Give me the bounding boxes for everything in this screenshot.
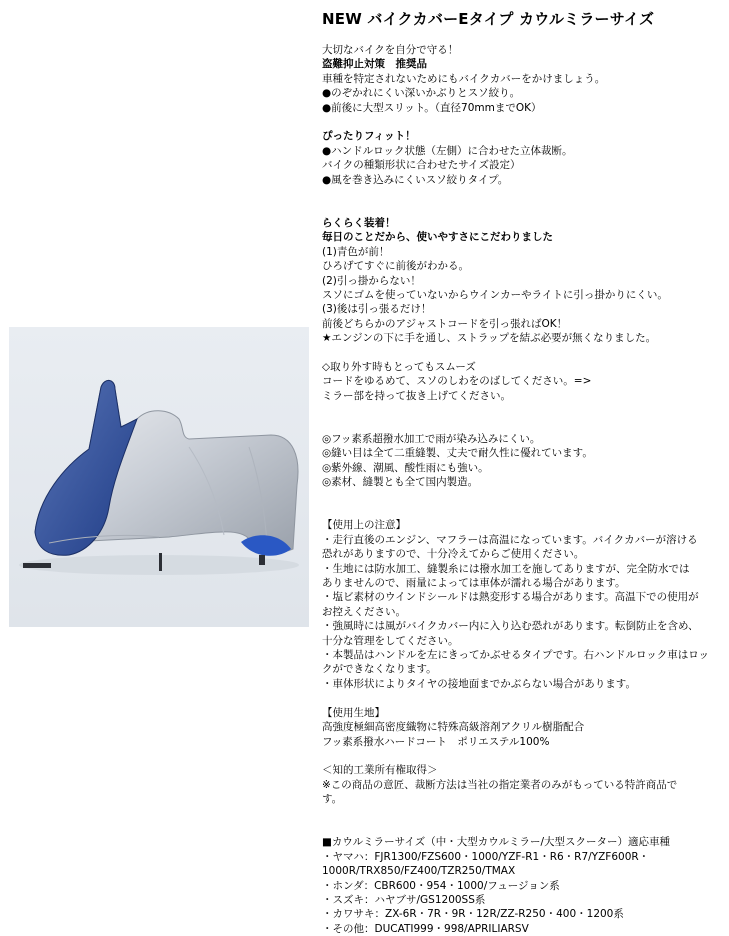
blank-line (322, 807, 722, 821)
product-photo (9, 327, 309, 627)
blank-line (322, 691, 722, 705)
text-line: (3)後は引っ張るだけ！ (322, 303, 432, 316)
text-line: ・本製品はハンドルを左にきってかぶせるタイプです。右ハンドルロック車はロッ (322, 649, 710, 662)
text-line: 盗難抑止対策 推奨品 (322, 58, 427, 71)
text-line: ◎縫い目は全て二重縫製、丈夫で耐久性に優れています。 (322, 447, 593, 460)
text-line: ・ホンダ：CBR600・954・1000/フュージョン系 (322, 879, 560, 892)
text-line: ・ヤマハ：FJR1300/FZS600・1000/YZF-R1・R6・R7/YZF600R・ (322, 850, 650, 863)
text-line: ぴったりフィット！ (322, 130, 416, 143)
text-line: ◎フッ素系超撥水加工で雨が染み込みにくい。 (322, 432, 541, 445)
blank-line (322, 346, 722, 360)
blank-line (322, 490, 722, 504)
text-line: ・強風時には風がバイクカバー内に入り込む恐れがあります。転倒防止を含め、 (322, 620, 699, 633)
text-line: (2)引っ掛からない！ (322, 274, 421, 287)
text-line: バイクの種類形状に合わせたサイズ設定） (322, 159, 521, 172)
text-line: ・その他：DUCATI999・998/APRILIARSV (322, 922, 529, 935)
blank-line (322, 418, 722, 432)
text-line: (1)青色が前！ (322, 245, 390, 258)
text-line: 恐れがありますので、十分冷えてからご使用ください。 (322, 548, 585, 561)
blank-line (322, 749, 722, 763)
text-line: ※この商品の意匠、裁断方法は当社の指定業者のみがもっている特許商品で (322, 778, 678, 791)
blank-line (322, 504, 722, 518)
text-line: 【使用生地】 (322, 706, 385, 719)
text-line: ＜知的工業所有権取得＞ (322, 764, 438, 777)
text-line: ◎素材、縫製とも全て国内製造。 (322, 476, 479, 489)
text-line: らくらく装着！ (322, 216, 396, 229)
text-line: ●のぞかれにくい深いかぶりとスソ絞り。 (322, 87, 521, 100)
text-line: ・走行直後のエンジン、マフラーは高温になっています。バイクカバーが溶ける (322, 533, 698, 546)
text-line: ●ハンドルロック状態（左側）に合わせた立体裁断。 (322, 144, 573, 157)
text-line: フッ素系撥水ハードコート ポリエステル100% (322, 735, 550, 748)
text-line: ★エンジンの下に手を通し、ストラップを結ぶ必要が無くなりました。 (322, 332, 657, 345)
text-line: ・生地には防水加工、縫製糸には撥水加工を施してありますが、完全防水では (322, 562, 690, 575)
text-line: ミラー部を持って抜き上げてください。 (322, 389, 511, 402)
text-line: ●風を巻き込みにくいスソ絞りタイプ。 (322, 173, 509, 186)
text-line: ・塩ビ素材のウインドシールドは熱変形する場合があります。高温下での使用が (322, 591, 699, 604)
text-line: 車種を特定されないためにもバイクカバーをかけましょう。 (322, 72, 606, 85)
text-line: ◇取り外す時もとってもスムーズ (322, 360, 476, 373)
text-line: コードをゆるめて、スソのしわをのばしてください。=> (322, 375, 592, 388)
blank-line (322, 187, 722, 201)
text-line: 大切なバイクを自分で守る！ (322, 44, 459, 56)
blank-line (322, 115, 722, 129)
blank-line (322, 201, 722, 215)
product-description (322, 43, 722, 936)
text-line: 1000R/TRX850/FZ400/TZR250/TMAX (322, 865, 516, 878)
text-line: ●前後に大型スリット。（直径70mmまでOK） (322, 101, 542, 114)
text-line: ◎紫外線、潮風、酸性雨にも強い。 (322, 461, 489, 474)
text-line: 毎日のことだから、使いやすさにこだわりました (322, 231, 553, 244)
text-line: クができなくなります。 (322, 663, 437, 676)
text-line: お控えください。 (322, 605, 406, 618)
text-line: 高強度極細高密度織物に特殊高級溶剤アクリル樹脂配合 (322, 721, 585, 734)
text-line: 十分な管理をしてください。 (322, 634, 459, 647)
text-line: 【使用上の注意】 (322, 519, 406, 532)
text-line: す。 (322, 793, 343, 806)
bike-cover-illustration (9, 327, 309, 627)
blank-line (322, 403, 722, 417)
text-line: ・カワサキ：ZX-6R・7R・9R・12R/ZZ-R250・400・1200系 (322, 908, 624, 921)
text-line: ・スズキ：ハヤブサ/GS1200SS系 (322, 893, 486, 906)
page-title: NEW バイクカバーEタイプ カウルミラーサイズ (322, 10, 655, 28)
text-line: ■カウルミラーサイズ（中・大型カウルミラー/大型スクーター）適応車種 (322, 836, 670, 849)
text-line: ・車体形状によりタイヤの接地面までかぶらない場合があります。 (322, 677, 636, 690)
text-line: ひろげてすぐに前後がわかる。 (322, 260, 469, 273)
text-line: スソにゴムを使っていないからウインカーやライトに引っ掛かりにくい。 (322, 288, 668, 301)
blank-line (322, 821, 722, 835)
text-line: ありませんので、雨量によっては車体が濡れる場合があります。 (322, 577, 626, 590)
text-line: 前後どちらかのアジャストコードを引っ張ればOK！ (322, 317, 568, 330)
